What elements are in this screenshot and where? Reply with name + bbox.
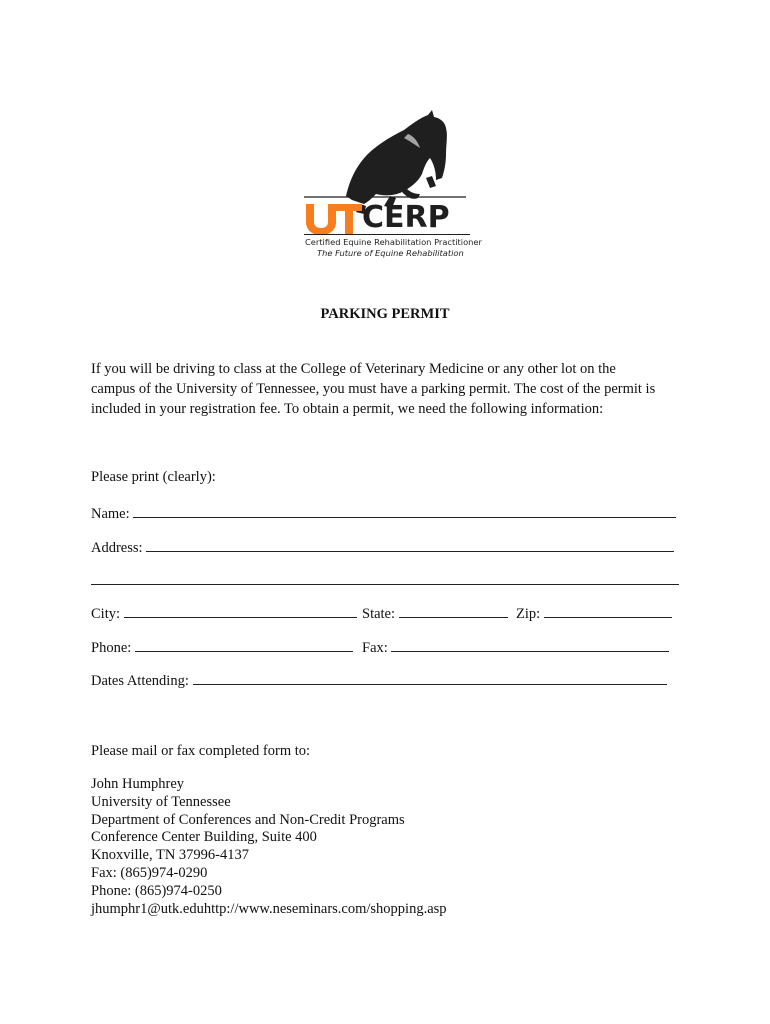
city-field[interactable] [124, 602, 357, 618]
utcerp-logo [300, 108, 482, 263]
phone-field[interactable] [135, 636, 353, 652]
state-label: State: [362, 606, 396, 622]
state-row [362, 602, 508, 623]
zip-label: Zip: [516, 606, 541, 622]
city-label: City: [91, 606, 121, 622]
address-line: Knoxville, TN 37996-4137 [91, 847, 250, 864]
state-field[interactable] [399, 602, 508, 618]
mailing-address [91, 776, 447, 918]
address-line: Conference Center Building, Suite 400 [91, 829, 317, 846]
name-label: Name: [91, 506, 130, 522]
print-prompt: Please print (clearly): [91, 469, 216, 485]
fax-row [362, 636, 669, 657]
mail-prompt: Please mail or fax completed form to: [91, 743, 311, 759]
address-line: John Humphrey [91, 776, 185, 792]
address-line: Phone: (865)974-0250 [91, 882, 222, 899]
intro-line: If you will be driving to class at the College of Veterinary Medicine or any other lot on the [91, 361, 616, 377]
address-field[interactable] [146, 536, 674, 552]
address-line: Department of Conferences and Non-Credit Programs [91, 811, 405, 828]
dates-label: Dates Attending: [91, 673, 189, 689]
dates-field[interactable] [193, 669, 667, 685]
logo-divider [304, 234, 470, 235]
address-row [91, 536, 674, 557]
address-line: University of Tennessee [91, 793, 231, 810]
zip-row [516, 602, 672, 623]
name-row [91, 502, 676, 523]
address-field-line2[interactable] [91, 584, 679, 585]
intro-line: included in your registration fee. To obtain a permit, we need the following information: [91, 401, 604, 417]
dates-row [91, 669, 667, 690]
email-website-line[interactable]: jhumphr1@utk.eduhttp://www.neseminars.com/shopping.asp [91, 900, 447, 917]
city-row [91, 602, 357, 623]
phone-label: Phone: [91, 640, 132, 656]
intro-paragraph [91, 359, 691, 419]
zip-field[interactable] [544, 602, 672, 618]
logo-subtitle: Certified Equine Rehabilitation Practitioner [305, 237, 482, 247]
address-label: Address: [91, 540, 143, 556]
brand-cerp: CERP [362, 200, 450, 235]
fax-label: Fax: [362, 640, 388, 656]
logo-tagline: The Future of Equine Rehabilitation [317, 248, 464, 258]
phone-row [91, 636, 353, 657]
address-line: Fax: (865)974-0290 [91, 864, 208, 881]
intro-line: campus of the University of Tennessee, you must have a parking permit. The cost of the permit is [91, 381, 656, 397]
fax-field[interactable] [391, 636, 669, 652]
page-title: PARKING PERMIT [320, 306, 450, 322]
name-field[interactable] [133, 502, 676, 518]
